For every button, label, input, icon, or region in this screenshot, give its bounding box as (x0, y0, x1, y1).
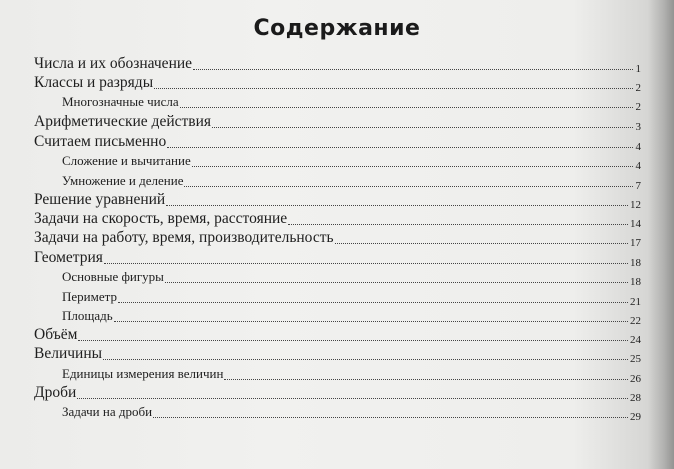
toc-page-number: 3 (635, 121, 641, 133)
toc-page-number: 1 (635, 63, 641, 75)
dot-leader (77, 398, 628, 399)
toc-entry (0, 366, 674, 386)
toc-entry-title: Задачи на работу, время, производительность (34, 229, 334, 246)
dot-leader (114, 321, 628, 322)
dot-leader (167, 147, 633, 148)
toc-entry (0, 308, 674, 328)
toc-entry-title: Многозначные числа (62, 94, 179, 109)
toc-entry-title: Умножение и деление (62, 173, 184, 188)
toc-page-number: 22 (630, 315, 641, 327)
toc-entry-title: Сложение и вычитание (62, 153, 191, 168)
toc-page-number: 4 (635, 141, 641, 153)
toc-page-number: 7 (635, 180, 641, 192)
toc-entry (0, 94, 674, 114)
toc-entry-title: Задачи на скорость, время, расстояние (34, 210, 288, 227)
dot-leader (154, 88, 633, 89)
toc-entry-title: Классы и разряды (34, 74, 154, 91)
toc-page-number: 29 (630, 411, 641, 423)
dot-leader (180, 107, 633, 108)
dot-leader (193, 69, 633, 70)
toc-entry-title: Решение уравнений (34, 191, 166, 208)
dot-leader (166, 205, 628, 206)
toc-page-number: 26 (630, 373, 641, 385)
toc-entry-title: Дроби (34, 384, 77, 401)
toc-page-number: 18 (630, 276, 641, 288)
toc-entry-title: Площадь (62, 308, 113, 323)
toc-page-number: 21 (630, 296, 641, 308)
dot-leader (224, 379, 628, 380)
toc-entry (0, 269, 674, 289)
toc-entry-title: Величины (34, 345, 103, 362)
dot-leader (184, 186, 633, 187)
dot-leader (335, 243, 628, 244)
toc-page-number: 25 (630, 353, 641, 365)
toc-page-number: 28 (630, 392, 641, 404)
toc-page-number: 24 (630, 334, 641, 346)
toc-page-number: 4 (635, 160, 641, 172)
toc-entry-title: Периметр (62, 289, 117, 304)
toc-entry-title: Задачи на дроби (62, 404, 153, 419)
page-title: Содержание (253, 16, 421, 41)
dot-leader (212, 127, 633, 128)
toc-entry (0, 230, 674, 250)
toc-entry (0, 114, 674, 134)
dot-leader (288, 224, 628, 225)
toc-entry-title: Единицы измерения величин (62, 366, 224, 381)
toc-entry (0, 153, 674, 173)
toc-page-number: 17 (630, 237, 641, 249)
dot-leader (78, 340, 628, 341)
toc-entry (0, 346, 674, 366)
toc-page-number: 12 (630, 199, 641, 211)
dot-leader (153, 417, 628, 418)
dot-leader (192, 166, 633, 167)
dot-leader (104, 263, 628, 264)
dot-leader (103, 359, 628, 360)
toc-entry-title: Объём (34, 326, 78, 343)
toc-page-number: 14 (630, 218, 641, 230)
toc-entry (0, 404, 674, 424)
toc-entry-title: Основные фигуры (62, 269, 164, 284)
toc-page-number: 2 (635, 82, 641, 94)
dot-leader (165, 282, 628, 283)
dot-leader (118, 302, 628, 303)
toc-entry-title: Числа и их обозначение (34, 55, 193, 72)
toc-entry-title: Геометрия (34, 249, 103, 266)
toc-entry-title: Арифметические действия (34, 113, 212, 130)
toc-page-number: 18 (630, 257, 641, 269)
toc-page-number: 2 (635, 101, 641, 113)
toc-entry-title: Считаем письменно (34, 133, 167, 150)
